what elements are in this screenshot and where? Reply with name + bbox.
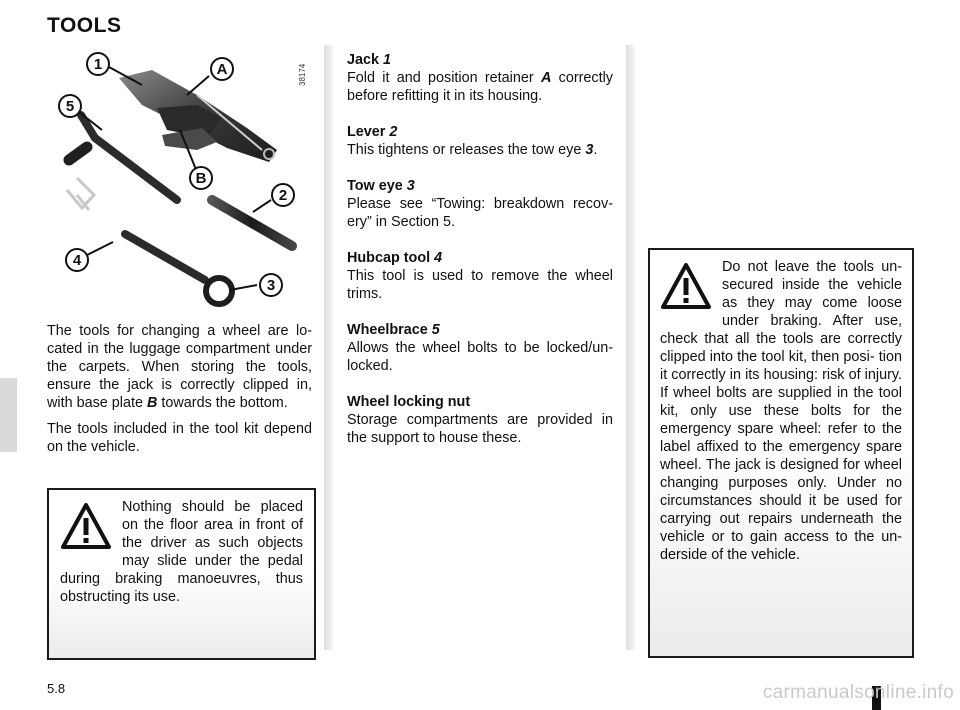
tool-entry-lever <box>347 123 613 159</box>
tool-ref: 4 <box>434 250 443 266</box>
intro-paragraph-1: The tools for changing a wheel are lo- cated in the luggage compartment under the carpets. When storing the tools, ensure the jack is correctly clipped in, with base plate B towards the bottom. <box>47 323 312 411</box>
tool-text-ref: A <box>540 70 552 86</box>
warning-text-tools: Do not leave the tools un- secured inside the vehicle as they may come loose under braking. After use, check that all the tools are correctly clipped into the tool kit, then posi- tion it correctly in its housing: risk of injury. If wheel bolts are supplied in the tool kit, only use these bolts for the emergency spare wheel: refer to the label affixed to the emergency spare wheel. The jack is designed for wheel changing purposes only. Under no circumstances should it be used for carrying out repairs underneath the vehicle or to gain access to the un- derside of the vehicle. <box>660 259 902 563</box>
callout-2: 2 <box>278 187 288 204</box>
tool-ref: 5 <box>431 322 440 338</box>
intro-text <box>47 322 312 464</box>
tool-ref: 3 <box>406 178 415 194</box>
watermark: carmanualsonline.info <box>762 682 954 703</box>
tool-text: Storage compartments are provided in the support to house these. <box>347 412 613 446</box>
section-tab <box>0 378 17 452</box>
tool-heading: Lever <box>347 124 386 140</box>
warning-triangle-icon <box>60 502 112 550</box>
tool-text-ref: 3 <box>585 142 594 158</box>
callout-5: 5 <box>65 98 75 115</box>
tool-text-end: . <box>593 142 598 158</box>
intro-paragraph-2: The tools included in the tool kit depend on the vehicle. <box>47 421 312 455</box>
page-title: TOOLS <box>47 14 122 37</box>
tools-illustration <box>47 50 314 312</box>
tool-text: This tool is used to remove the wheel trims. <box>347 268 613 302</box>
callout-b: B <box>195 170 207 187</box>
tool-text-end: correctly before refitting it in its housing. <box>347 70 614 104</box>
column-divider-right <box>626 45 635 650</box>
figure-reference: 38174 <box>298 63 307 86</box>
warning-box-floor <box>47 488 316 660</box>
tool-text: Allows the wheel bolts to be locked/un- locked. <box>347 340 613 374</box>
callout-3: 3 <box>266 277 276 294</box>
tool-entry-tow-eye <box>347 177 613 231</box>
tool-text: This tightens or releases the tow eye <box>347 142 586 158</box>
tool-list <box>347 51 613 465</box>
callout-1: 1 <box>93 56 103 73</box>
tool-heading: Tow eye <box>347 178 403 194</box>
warning-box-tools <box>648 248 914 658</box>
tool-heading: Wheel locking nut <box>347 394 471 410</box>
callout-a: A <box>216 61 228 78</box>
column-divider-left <box>324 45 333 650</box>
warning-text-floor: Nothing should be placed on the floor area in front of the driver as such objects may slide under the pedal during braking manoeuvres, thus obstructing its use. <box>60 499 303 605</box>
page-number: 5.8 <box>47 681 66 696</box>
warning-triangle-icon <box>660 262 712 310</box>
tool-entry-wheel-locking-nut <box>347 393 613 447</box>
tool-heading: Hubcap tool <box>347 250 431 266</box>
tool-entry-hubcap-tool <box>347 249 613 303</box>
tool-text: Please see “Towing: breakdown recov- ery” in Section 5. <box>347 196 613 230</box>
tool-entry-wheelbrace <box>347 321 613 375</box>
tool-ref: 1 <box>383 52 392 68</box>
tool-heading: Wheelbrace <box>347 322 428 338</box>
tool-heading: Jack <box>347 52 380 68</box>
callout-4: 4 <box>72 252 82 269</box>
tool-entry-jack <box>347 51 613 105</box>
tools-illustration-svg <box>47 50 314 312</box>
tool-ref: 2 <box>389 124 398 140</box>
tool-text: Fold it and position retainer <box>347 70 541 86</box>
